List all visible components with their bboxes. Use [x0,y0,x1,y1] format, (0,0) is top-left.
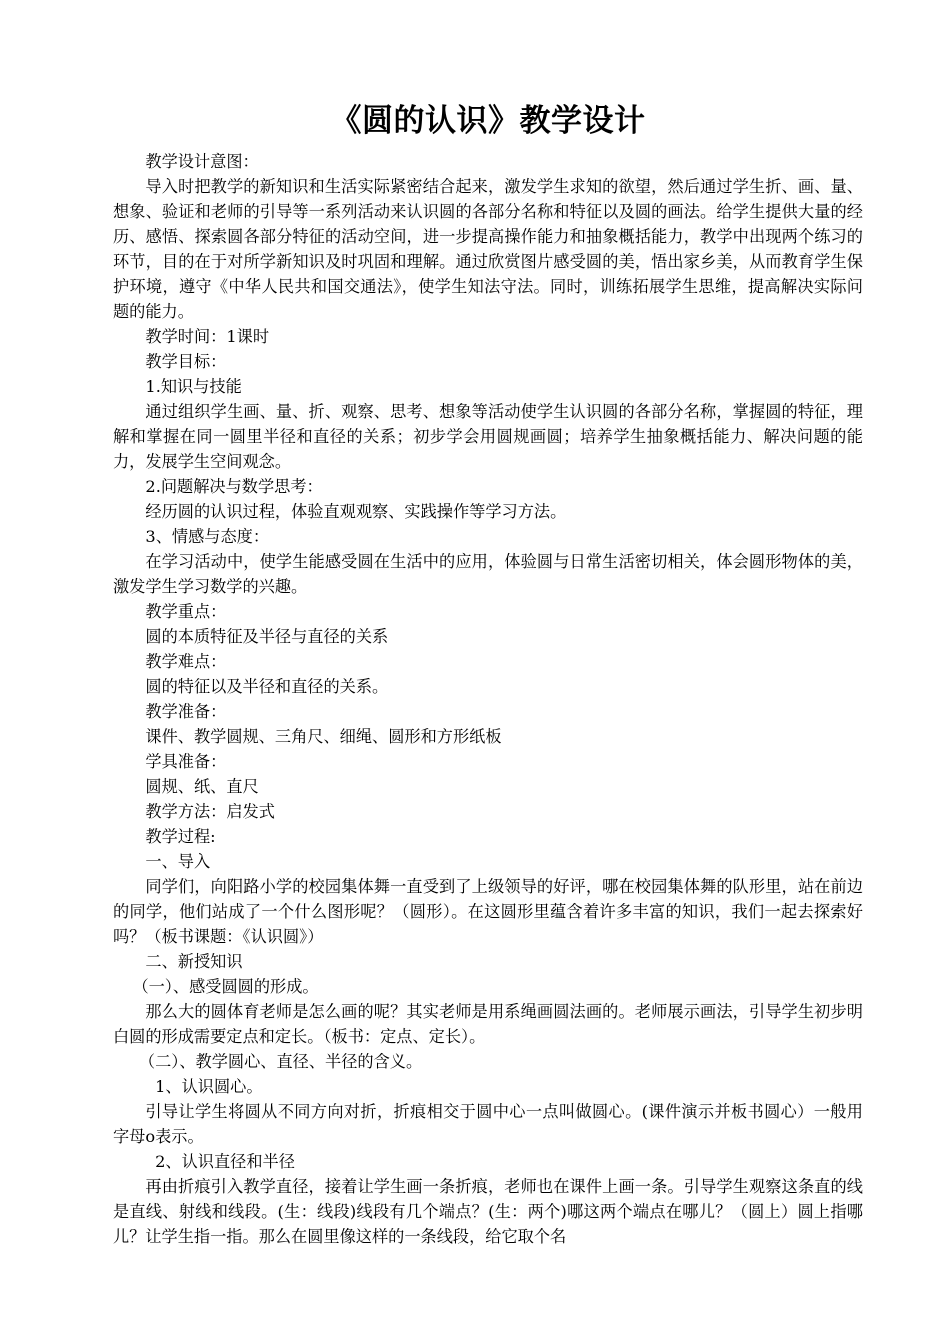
paragraph: 再由折痕引入教学直径，接着让学生画一条折痕，老师也在课件上画一条。引导学生观察这条直的线是直线、射线和线段。(生：线段)线段有几个端点？(生：两个)哪这两个端点在哪儿？（圆上）圆上指哪儿？让学生指一指。那么在圆里像这样的一条线段，给它取个名 [113,1177,863,1246]
paragraph: 圆的特征以及半径和直径的关系。 [145,677,389,696]
document-page [113,96,863,1249]
paragraph: 二、新授知识 [145,952,243,971]
paragraph: 圆的本质特征及半径与直径的关系 [145,627,389,646]
paragraph: 导入时把教学的新知识和生活实际紧密结合起来，激发学生求知的欲望，然后通过学生折、画、量、想象、验证和老师的引导等一系列活动来认识圆的各部分名称和特征以及圆的画法。给学生提供大量的经历、感悟、探索圆各部分特征的活动空间，进一步提高操作能力和抽象概括能力，教学中出现两个练习的环节，目的在于对所学新知识及时巩固和理解。通过欣赏图片感受圆的美，悟出家乡美，从而教育学生保护环境，遵守《中华人民共和国交通法》，使学生知法守法。同时，训练拓展学生思维，提高解决实际问题的能力。 [113,177,863,321]
paragraph: 引导让学生将圆从不同方向对折，折痕相交于圆中心一点叫做圆心。(课件演示并板书圆心）一般用字母o表示。 [113,1102,863,1146]
paragraph: 教学设计意图： [145,152,259,171]
paragraph: 同学们，向阳路小学的校园集体舞一直受到了上级领导的好评，哪在校园集体舞的队形里，站在前边的同学，他们站成了一个什么图形呢？（圆形）。在这圆形里蕴含着许多丰富的知识，我们一起去探索好吗？（板书课题：《认识圆》） [113,877,863,946]
document-title: 《圆的认识》教学设计 [330,103,646,139]
paragraph: 1、认识圆心。 [155,1077,263,1096]
paragraph: 那么大的圆体育老师是怎么画的呢？其实老师是用系绳画圆法画的。老师展示画法，引导学生初步明白圆的形成需要定点和定长。（板书：定点、定长）。 [113,1002,863,1046]
paragraph: 教学过程: [145,827,216,846]
paragraph: 教学准备： [145,702,227,721]
paragraph: 教学难点： [145,652,227,671]
paragraph: 一、导入 [145,852,211,871]
paragraph: 经历圆的认识过程，体验直观观察、实践操作等学习方法。 [145,502,567,521]
paragraph: 教学时间：1课时 [145,327,270,346]
paragraph: 圆规、纸、直尺 [145,777,259,796]
paragraph: 学具准备： [145,752,227,771]
paragraph: 2、认识直径和半径 [155,1152,295,1171]
paragraph: （一）、感受圆圆的形成。 [132,977,319,996]
paragraph: 2.问题解决与数学思考： [145,477,323,496]
document-body [113,149,863,1249]
paragraph: 在学习活动中，使学生能感受圆在生活中的应用，体验圆与日常生活密切相关，体会圆形物体的美，激发学生学习数学的兴趣。 [113,552,863,596]
paragraph: 课件、教学圆规、三角尺、细绳、圆形和方形纸板 [145,727,502,746]
paragraph: 教学重点： [145,602,227,621]
paragraph: 教学方法：启发式 [145,802,275,821]
paragraph: 3、情感与态度： [145,527,270,546]
paragraph: 1.知识与技能 [145,377,242,396]
paragraph: 通过组织学生画、量、折、观察、思考、想象等活动使学生认识圆的各部分名称，掌握圆的特征，理解和掌握在同一圆里半径和直径的关系；初步学会用圆规画圆；培养学生抽象概括能力、解决问题的能力，发展学生空间观念。 [113,402,863,471]
paragraph: （二）、教学圆心、直径、半径的含义。 [138,1052,423,1071]
paragraph: 教学目标： [145,352,227,371]
